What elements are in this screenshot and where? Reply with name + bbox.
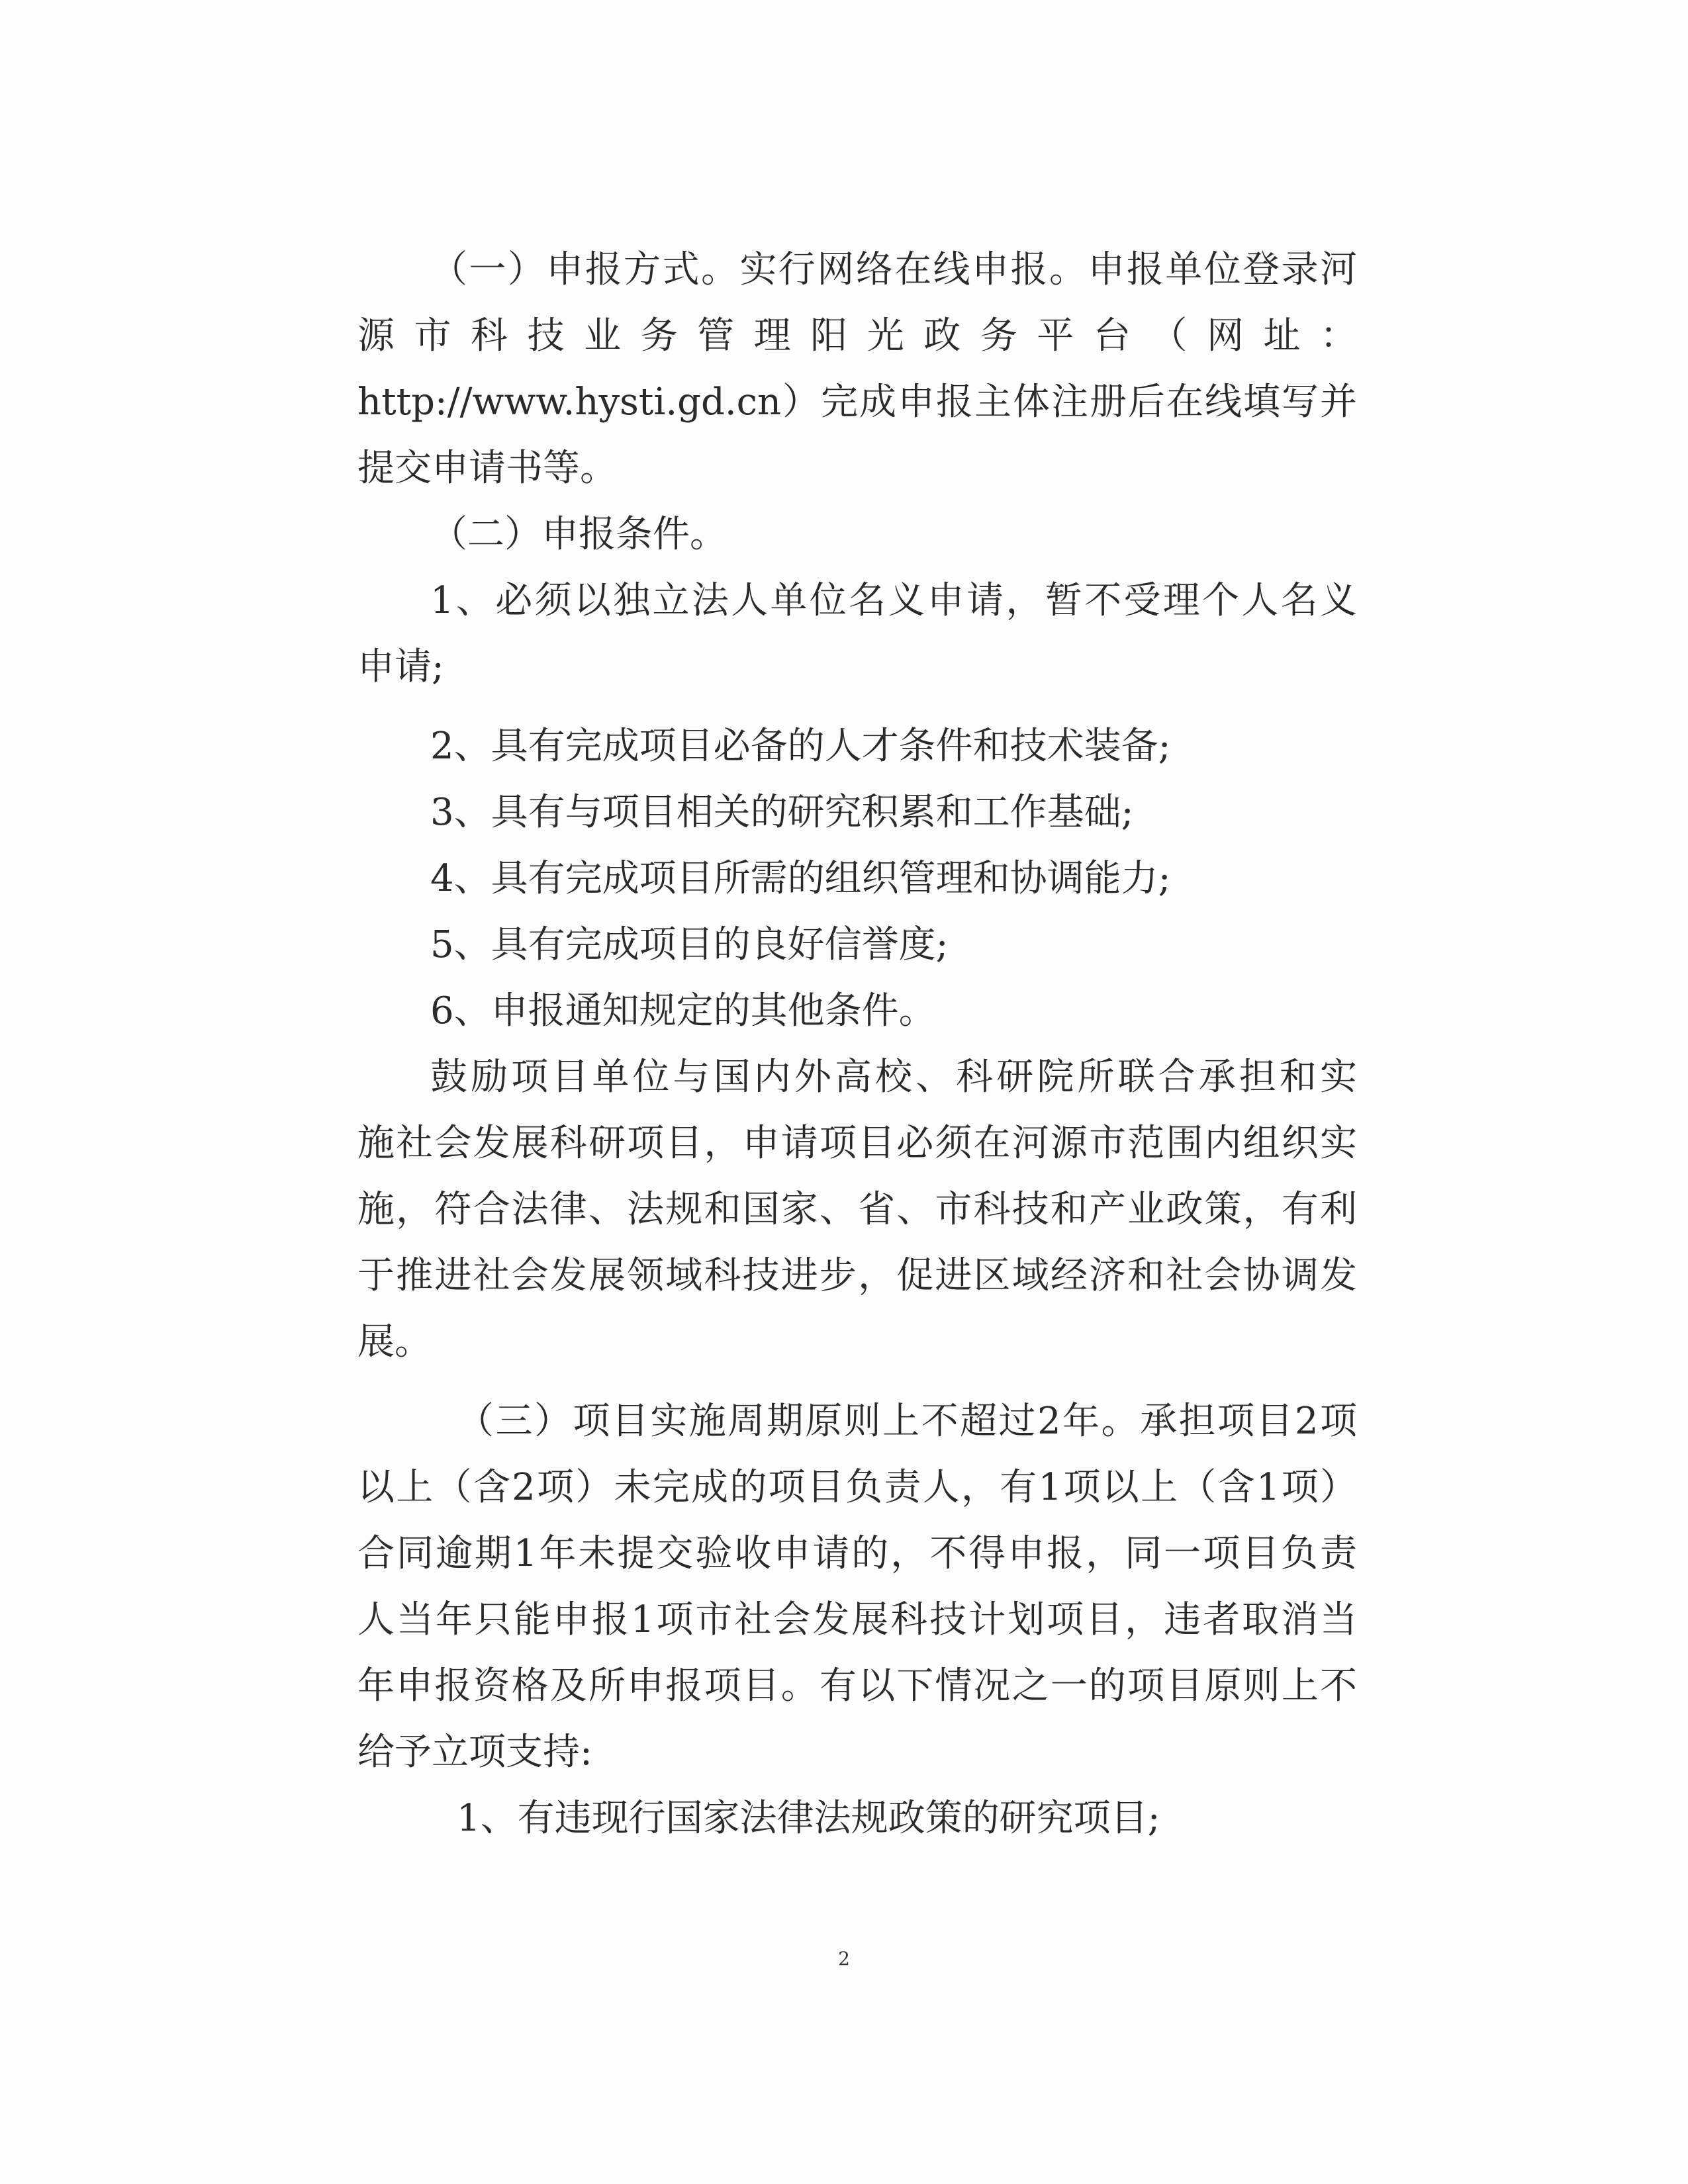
paragraph-line: 1、必须以独立法人单位名义申请，暂不受理个人名义	[430, 579, 1357, 622]
list-item: 5、具有完成项目的良好信誉度;	[430, 923, 949, 966]
paragraph-line: 于推进社会发展领域科技进步，促进区域经济和社会协调发	[357, 1254, 1357, 1297]
list-item: 2、具有完成项目必备的人才条件和技术装备;	[430, 725, 1171, 768]
paragraph-line: 以上（含2项）未完成的项目负责人，有1项以上（含1项）	[357, 1466, 1357, 1509]
paragraph-line: （一）申报方式。实行网络在线申报。申报单位登录河	[430, 248, 1357, 291]
paragraph-line: 合同逾期1年未提交验收申请的，不得申报，同一项目负责	[357, 1532, 1357, 1575]
paragraph-line: 施社会发展科研项目，申请项目必须在河源市范围内组织实	[357, 1122, 1357, 1165]
page-number: 2	[838, 1948, 850, 1970]
paragraph-line: 人当年只能申报1项市社会发展科技计划项目，违者取消当	[357, 1598, 1357, 1641]
list-item: 6、申报通知规定的其他条件。	[430, 989, 936, 1032]
list-item: 4、具有完成项目所需的组织管理和协调能力;	[430, 857, 1171, 900]
paragraph-line: 申请;	[357, 645, 444, 688]
paragraph-line: 提交申请书等。	[357, 447, 617, 490]
paragraph-line: 鼓励项目单位与国内外高校、科研院所联合承担和实	[430, 1056, 1357, 1099]
paragraph-line: http://www.hysti.gd.cn）完成申报主体注册后在线填写并	[357, 381, 1357, 424]
paragraph-line: 源市科技业务管理阳光政务平台（网址：	[357, 314, 1357, 357]
paragraph-line: 给予立项支持:	[357, 1731, 592, 1774]
list-item: 3、具有与项目相关的研究积累和工作基础;	[430, 791, 1134, 834]
paragraph-line: 展。	[357, 1320, 432, 1363]
section-heading: （二）申报条件。	[430, 513, 727, 556]
list-item: 1、有违现行国家法律法规政策的研究项目;	[457, 1797, 1160, 1840]
paragraph-line: 年申报资格及所申报项目。有以下情况之一的项目原则上不	[357, 1664, 1357, 1707]
paragraph-line: （三）项目实施周期原则上不超过2年。承担项目2项	[457, 1400, 1357, 1443]
paragraph-line: 施，符合法律、法规和国家、省、市科技和产业政策，有利	[357, 1188, 1357, 1231]
